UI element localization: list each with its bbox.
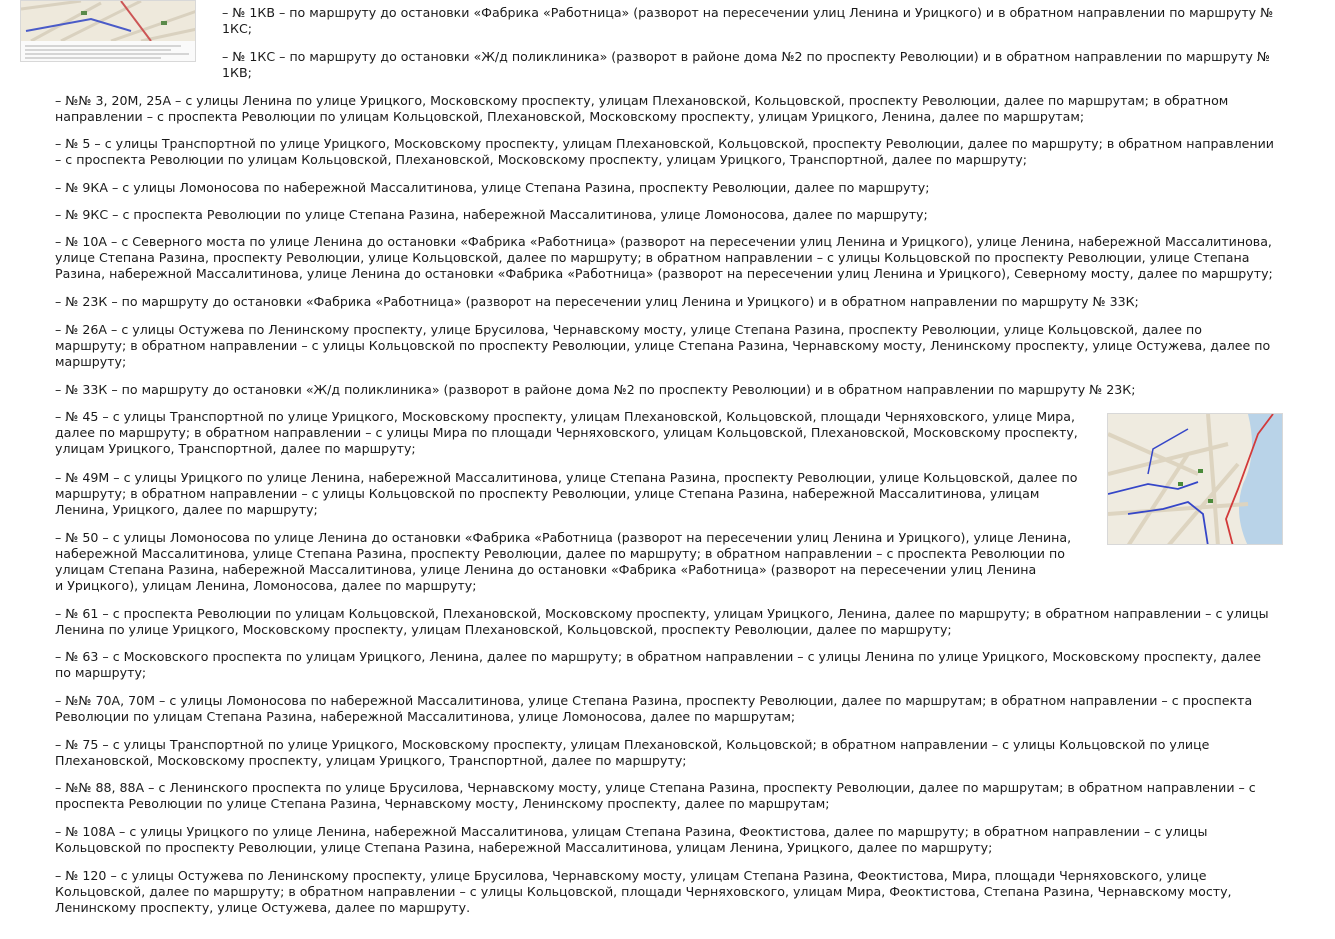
route-paragraph xyxy=(55,294,1139,310)
route-paragraph xyxy=(55,606,1269,638)
route-paragraph xyxy=(55,180,930,196)
route-line: Кольцовской по проспекту Революции, улице Степана Разина, набережной Массалитинова, улицам Ленина, Урицкого, далее по маршруту; xyxy=(55,840,993,855)
route-paragraph xyxy=(55,382,1135,398)
route-line: – № 50 – с улицы Ломоносова по улице Ленина до остановки «Фабрика «Работница (разворот на пересечении улиц Ленина и Урицкого), улице Ленина, xyxy=(55,530,1072,545)
route-line: – №№ 3, 20М, 25А – с улицы Ленина по улице Урицкого, Московскому проспекту, улицам Плехановской, Кольцовской, проспекту Революции, далее по маршрутам; в обратном xyxy=(55,93,1229,108)
route-line: – № 45 – с улицы Транспортной по улице Урицкого, Московскому проспекту, улицам Плехановской, Кольцовской, площади Черняховского, улице Мира, xyxy=(55,409,1076,424)
route-line: – с проспекта Революции по улицам Кольцовской, Плехановской, Московскому проспекту, улицам Урицкого, Транспортной, далее по маршруту; xyxy=(55,152,1027,167)
route-line: улицам Степана Разина, набережной Массалитинова, улице Ленина до остановки «Фабрика «Работница» (разворот на пересечении улиц Ленина xyxy=(55,562,1037,577)
route-line: – № 49М – с улицы Урицкого по улице Ленина, набережной Массалитинова, улице Степана Разина, проспекту Революции, улице Кольцовской, далее по xyxy=(55,470,1078,485)
route-map-thumbnail-right[interactable] xyxy=(1107,413,1283,545)
route-line: – № 1КВ – по маршруту до остановки «Фабрика «Работница» (разворот на пересечении улиц Ленина и Урицкого) и в обратном направлении по маршруту № xyxy=(222,5,1274,20)
route-map-thumbnail-top[interactable] xyxy=(20,0,196,62)
route-line: по маршруту; xyxy=(55,665,147,680)
route-line: улице Степана Разина, проспекту Революции, улице Кольцовской, далее по маршруту; в обратном направлении – с улицы Кольцовской по проспекту Революции, улице Степана xyxy=(55,250,1250,265)
route-paragraph xyxy=(55,737,1209,769)
route-line: Разина, набережной Массалитинова, улице Ленина до остановки «Фабрика «Работница» (разворот на пересечении улиц Ленина и Урицкого), Северному мосту, далее по маршруту; xyxy=(55,266,1273,281)
route-paragraph xyxy=(222,5,1273,37)
route-line: Ленинскому проспекту, улице Остужева, далее по маршруту. xyxy=(55,900,471,915)
route-line: Плехановской, Московскому проспекту, улицам Урицкого, Транспортной, далее по маршруту; xyxy=(55,753,687,768)
route-line: маршруту; в обратном направлении – с улицы Кольцовской по проспекту Революции, улице Степана Разина, набережной Массалитинова, улицам xyxy=(55,486,1040,501)
route-paragraph xyxy=(55,868,1232,916)
route-paragraph xyxy=(55,693,1252,725)
route-paragraph xyxy=(55,409,1078,457)
route-line: Ленина, Урицкого, далее по маршруту; xyxy=(55,502,318,517)
route-line: – № 5 – с улицы Транспортной по улице Урицкого, Московскому проспекту, улицам Плехановской, Кольцовской, проспекту Революции, далее по маршруту; в обратном направлении xyxy=(55,136,1274,151)
route-line: – №№ 88, 88А – с Ленинского проспекта по улице Брусилова, Чернавскому мосту, улице Степана Разина, проспекту Революции, далее по маршрутам; в обратном направлении – с xyxy=(55,780,1256,795)
route-line: – № 75 – с улицы Транспортной по улице Урицкого, Московскому проспекту, улицам Плехановской, Кольцовской; в обратном направлении – с улицы Кольцовской по улице xyxy=(55,737,1210,752)
route-line: далее по маршруту; в обратном направлении – с улицы Мира по площади Черняховского, улицам Кольцовской, Плехановской, Московскому проспекту, xyxy=(55,425,1078,440)
map-thumbnail-icon xyxy=(1108,414,1283,545)
route-line: – № 9КА – с улицы Ломоносова по набережной Массалитинова, улице Степана Разина, проспекту Революции, далее по маршруту; xyxy=(55,180,930,195)
route-line: направлении – с проспекта Революции по улицам Кольцовской, Плехановской, Московскому проспекту, улицам Урицкого, Ленина, далее по маршрутам; xyxy=(55,109,1085,124)
route-paragraph xyxy=(55,234,1273,282)
route-line: – № 9КС – с проспекта Революции по улице Степана Разина, набережной Массалитинова, улице Ломоносова, далее по маршруту; xyxy=(55,207,928,222)
route-line: Ленина по улице Урицкого, Московскому проспекту, улицам Плехановской, Кольцовской, проспекту Революции, далее по маршруту; xyxy=(55,622,952,637)
route-line: – № 61 – с проспекта Революции по улицам Кольцовской, Плехановской, Московскому проспекту, улицам Урицкого, Ленина, далее по маршруту; в обратном направлении – с улицы xyxy=(55,606,1269,621)
route-line: 1КС; xyxy=(222,21,252,36)
route-line: – № 23К – по маршруту до остановки «Фабрика «Работница» (разворот на пересечении улиц Ленина и Урицкого) и в обратном направлении по маршруту № 33К; xyxy=(55,294,1139,309)
route-paragraph xyxy=(55,136,1274,168)
route-line: – № 120 – с улицы Остужева по Ленинскому проспекту, улице Брусилова, Чернавскому мосту, улицам Степана Разина, Феоктистова, Мира, площади Черняховского, улице xyxy=(55,868,1207,883)
route-line: набережной Массалитинова, улице Степана Разина, проспекту Революции, далее по маршруту; в обратном направлении – с проспекта Революции по xyxy=(55,546,1065,561)
route-paragraph xyxy=(222,49,1270,81)
route-line: улицам Урицкого, Транспортной, далее по маршруту; xyxy=(55,441,416,456)
route-paragraph xyxy=(55,207,928,223)
route-line: Революции по улицам Степана Разина, набережной Массалитинова, улице Ломоносова, далее по маршрутам; xyxy=(55,709,796,724)
route-line: 1КВ; xyxy=(222,65,252,80)
route-line: – № 10А – с Северного моста по улице Ленина до остановки «Фабрика «Работница» (разворот на пересечении улиц Ленина и Урицкого), улице Ленина, набережной Массалитинова, xyxy=(55,234,1272,249)
route-line: Кольцовской, далее по маршруту; в обратном направлении – с улицы Кольцовской, площади Черняховского, улицам Мира, Феоктистова, Степана Разина, Чернавскому мосту, xyxy=(55,884,1232,899)
route-line: – № 63 – с Московского проспекта по улицам Урицкого, Ленина, далее по маршруту; в обратном направлении – с улицы Ленина по улице Урицкого, Московскому проспекту, далее xyxy=(55,649,1261,664)
route-line: маршруту; в обратном направлении – с улицы Кольцовской по проспекту Революции, улице Степана Разина, Чернавскому мосту, Ленинскому проспекту, улице Остужева, далее по xyxy=(55,338,1271,353)
route-paragraph xyxy=(55,93,1228,125)
route-line: – № 108А – с улицы Урицкого по улице Ленина, набережной Массалитинова, улицам Степана Разина, Феоктистова, далее по маршруту; в обратном направлении – с улицы xyxy=(55,824,1208,839)
route-line: и Урицкого), улицам Ленина, Ломоносова, далее по маршруту; xyxy=(55,578,477,593)
route-paragraph xyxy=(55,780,1256,812)
route-line: – № 26А – с улицы Остужева по Ленинскому проспекту, улице Брусилова, Чернавскому мосту, улице Степана Разина, проспекту Революции, улице Кольцовской, далее по xyxy=(55,322,1202,337)
route-line: – №№ 70А, 70М – с улицы Ломоносова по набережной Массалитинова, улице Степана Разина, проспекту Революции, далее по маршрутам; в обратном направлении – с проспекта xyxy=(55,693,1253,708)
route-line: – № 1КС – по маршруту до остановки «Ж/д поликлиника» (разворот в районе дома №2 по проспекту Революции) и в обратном направлении по маршруту № xyxy=(222,49,1271,64)
route-paragraph xyxy=(55,470,1077,518)
route-paragraph xyxy=(55,824,1207,856)
route-line: маршруту; xyxy=(55,354,127,369)
route-paragraph xyxy=(55,649,1261,681)
route-line: – № 33К – по маршруту до остановки «Ж/д поликлиника» (разворот в районе дома №2 по проспекту Революции) и в обратном направлении по маршруту № 23К; xyxy=(55,382,1136,397)
route-line: проспекта Революции по улице Степана Разина, Чернавскому мосту, Ленинскому проспекту, далее по маршрутам; xyxy=(55,796,830,811)
map-thumbnail-icon xyxy=(21,1,196,62)
route-paragraph xyxy=(55,530,1071,594)
route-paragraph xyxy=(55,322,1270,370)
